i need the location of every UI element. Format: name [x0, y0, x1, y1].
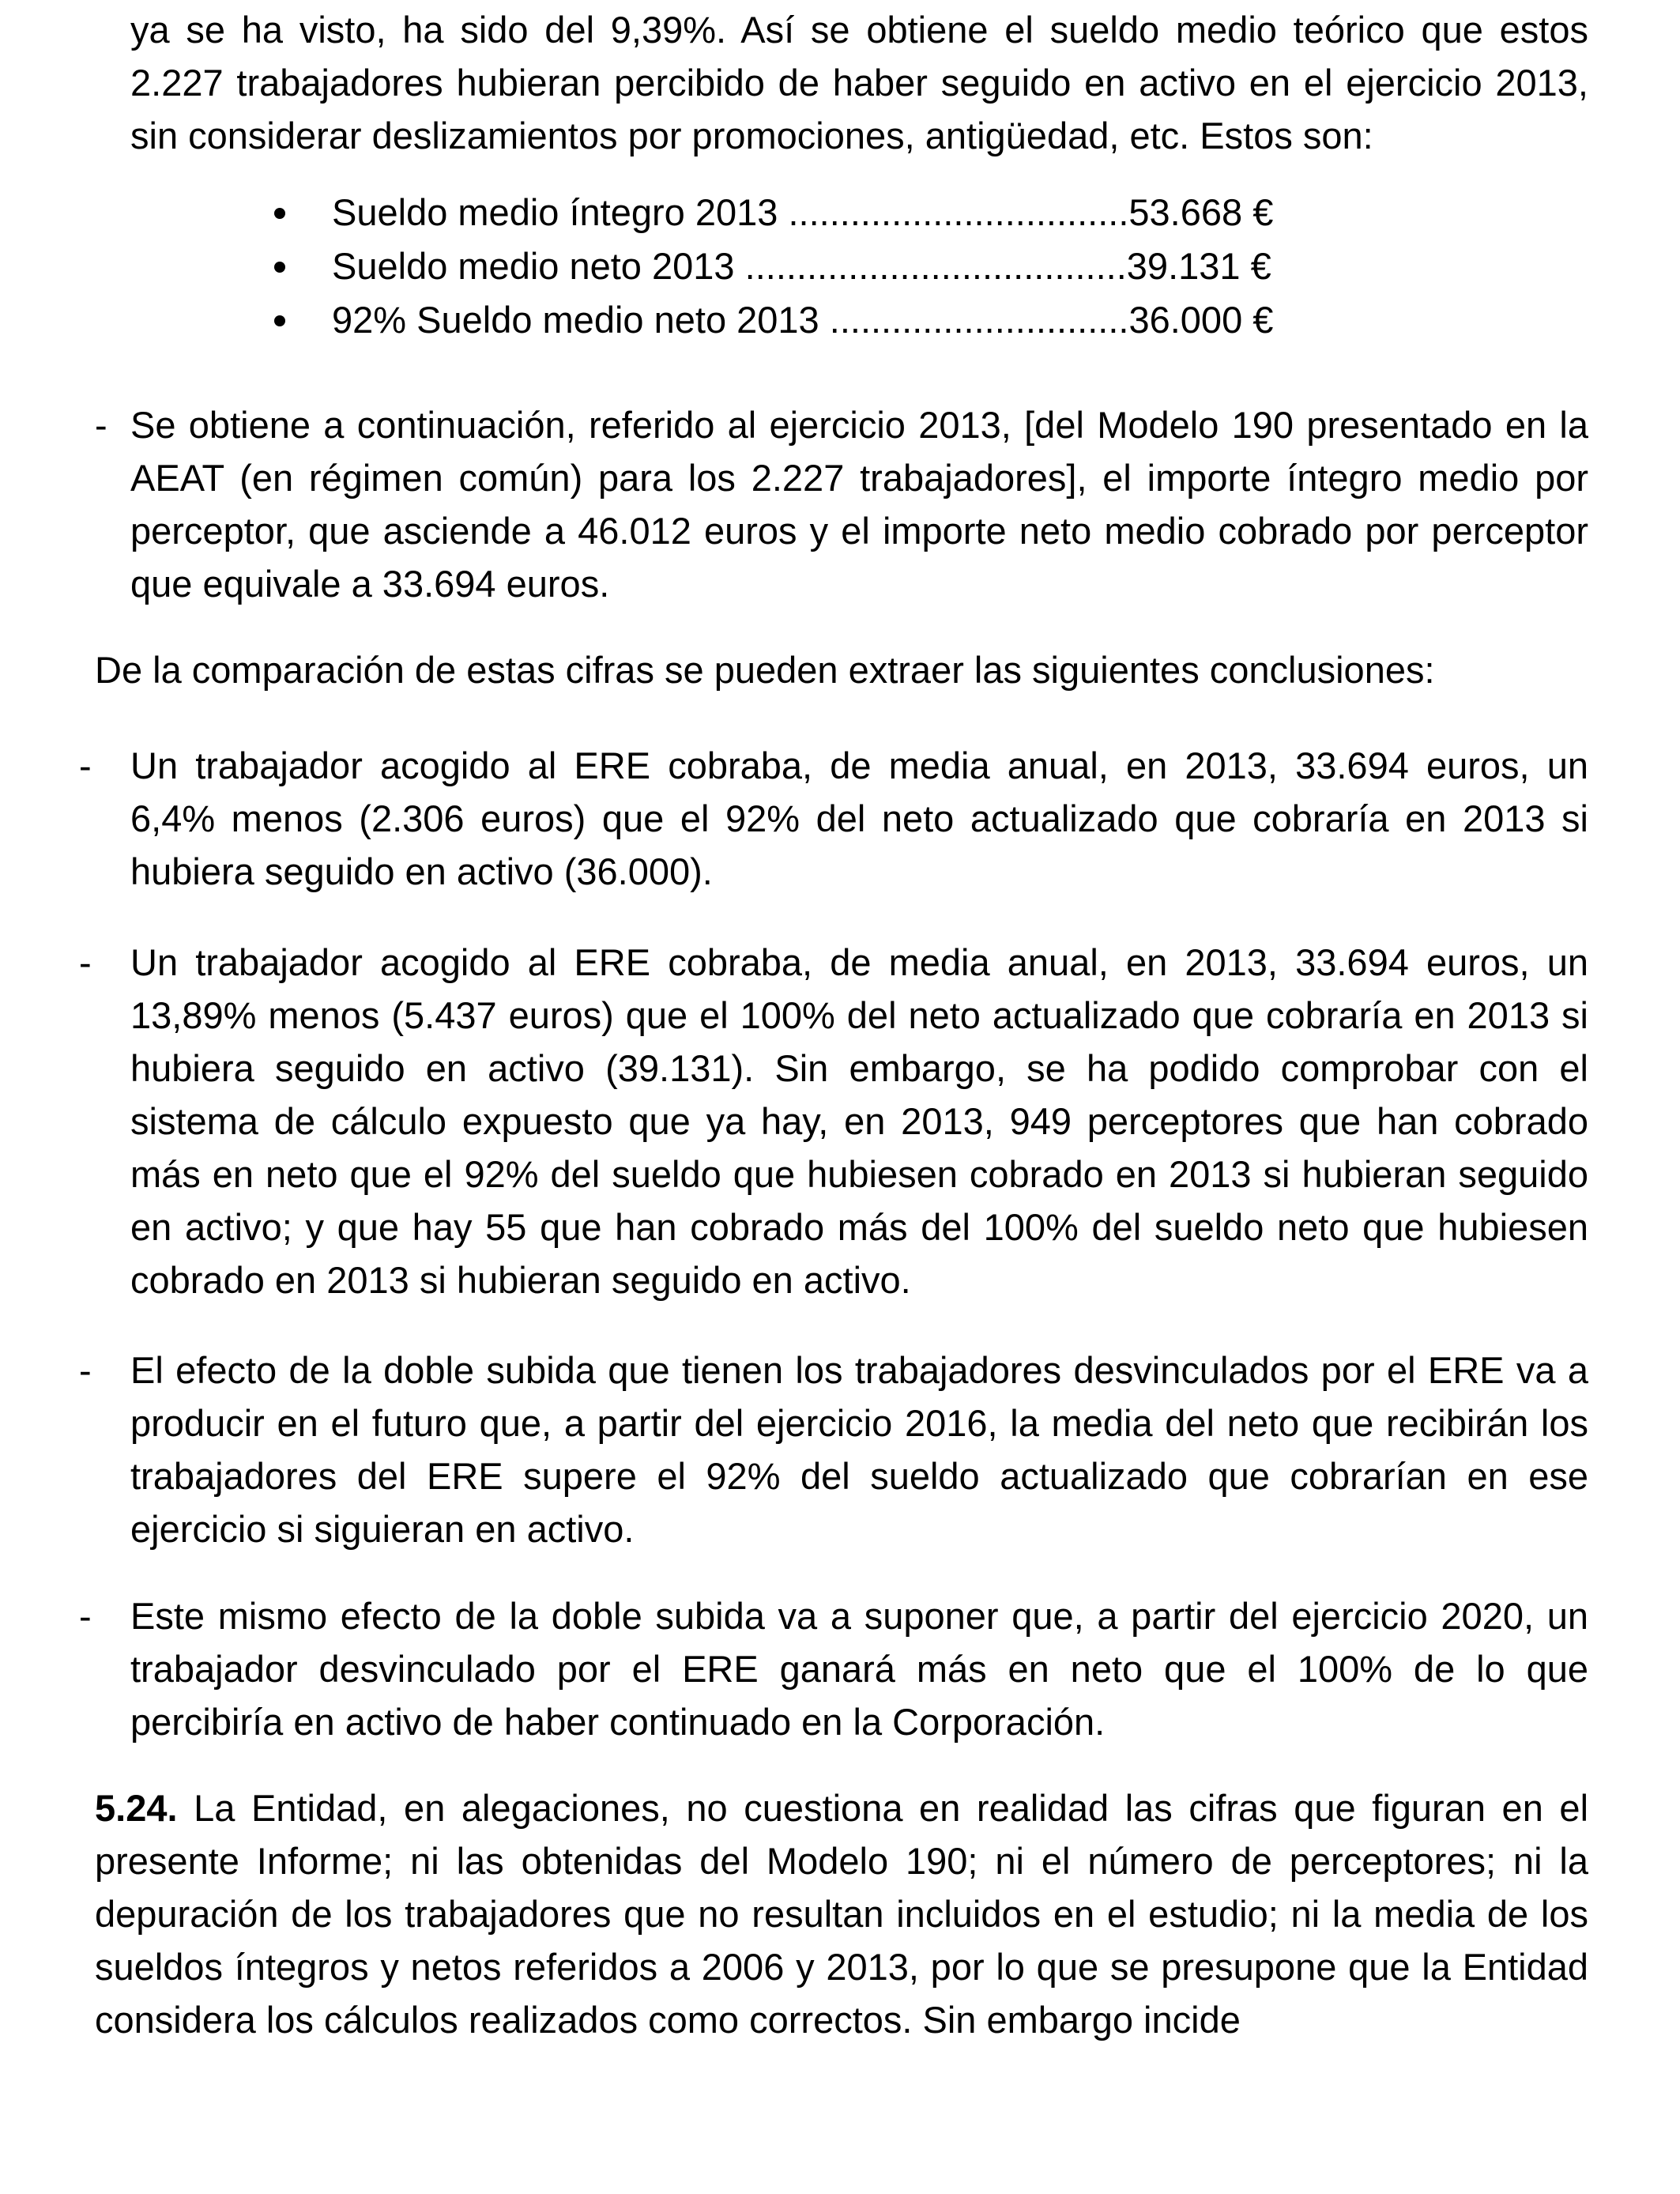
section-number: 5.24. — [95, 1787, 178, 1829]
dash-marker: - — [79, 941, 92, 983]
bullet-value: 39.131 € — [1126, 245, 1271, 287]
bullet-icon — [274, 262, 285, 273]
conclusion-text: Este mismo efecto de la doble subida va a suponer que, a partir del ejercicio 2020, un trabajador desvinculado por el ERE ganará más en neto que el 100% de lo que percibiría en activo de haber continuado en la Corporación. — [130, 1595, 1588, 1743]
conclusion-text: Un trabajador acogido al ERE cobraba, de media anual, en 2013, 33.694 euros, un 6,4% menos (2.306 euros) que el 92% del neto actualizado que cobraría en 2013 si hubiera seguido en activo (36.000). — [130, 745, 1588, 892]
section-5-24-paragraph — [95, 1781, 1588, 2046]
conclusion-text: Un trabajador acogido al ERE cobraba, de media anual, en 2013, 33.694 euros, un 13,89% menos (5.437 euros) que el 100% del neto actualizado que cobraría en 2013 si hubiera seguido en activo (39.131). Sin embargo, se ha podido comprobar con el sistema de cálculo expuesto que ya hay, en 2013, 949 perceptores que han cobrado más en neto que el 92% del sueldo que hubiesen cobrado en 2013 si hubieran seguido en activo; y que hay 55 que han cobrado más del 100% del sueldo neto que hubiesen cobrado en 2013 si hubieran seguido en activo. — [130, 941, 1588, 1301]
bullet-label: Sueldo medio neto 2013 — [332, 245, 735, 287]
modelo-190-text: Se obtiene a continuación, referido al ejercicio 2013, [del Modelo 190 presentado en la AEAT (en régimen común) para los 2.227 trabajadores], el importe íntegro medio por perceptor, que asciende a 46.012 euros y el importe neto medio cobrado por perceptor que equivale a 33.694 euros. — [130, 404, 1588, 605]
dash-marker: - — [79, 1349, 92, 1391]
bullet-leader: ............................. — [829, 299, 1129, 341]
bullet-icon — [274, 208, 285, 219]
salary-bullet-list — [269, 186, 1375, 347]
dash-marker: - — [79, 745, 92, 786]
bullet-label: 92% Sueldo medio neto 2013 — [332, 299, 819, 341]
list-item — [269, 239, 1375, 293]
list-item — [269, 293, 1375, 347]
bullet-icon — [274, 315, 285, 326]
bullet-value: 36.000 € — [1128, 299, 1274, 341]
intro-paragraph: ya se ha visto, ha sido del 9,39%. Así se obtiene el sueldo medio teórico que estos 2.227 trabajadores hubieran percibido de haber seguido en activo en el ejercicio 2013, sin considerar deslizamientos por promociones, antigüedad, etc. Estos son: — [130, 9, 1588, 156]
dash-marker: - — [95, 404, 107, 446]
list-item — [269, 186, 1375, 239]
bullet-leader: ..................................... — [744, 245, 1127, 287]
bullet-leader: ................................. — [788, 191, 1129, 233]
conclusion-text: El efecto de la doble subida que tienen los trabajadores desvinculados por el ERE va a producir en el futuro que, a partir del ejercicio 2016, la media del neto que recibirán los trabajadores del ERE supere el 92% del sueldo actualizado que cobrarían en ese ejercicio si siguieran en activo. — [130, 1349, 1588, 1550]
bullet-label: Sueldo medio íntegro 2013 — [332, 191, 778, 233]
conclusions-intro: De la comparación de estas cifras se pueden extraer las siguientes conclusiones: — [95, 649, 1435, 691]
dash-marker: - — [79, 1595, 92, 1637]
section-text: La Entidad, en alegaciones, no cuestiona en realidad las cifras que figuran en el presente Informe; ni las obtenidas del Modelo 190; ni el número de perceptores; ni la depuración de los trabajadores que no resultan incluidos en el estudio; ni la media de los sueldos íntegros y netos referidos a 2006 y 2013, por lo que se presupone que la Entidad considera los cálculos realizados como correctos. Sin embargo incide — [95, 1787, 1589, 2041]
bullet-value: 53.668 € — [1128, 191, 1274, 233]
